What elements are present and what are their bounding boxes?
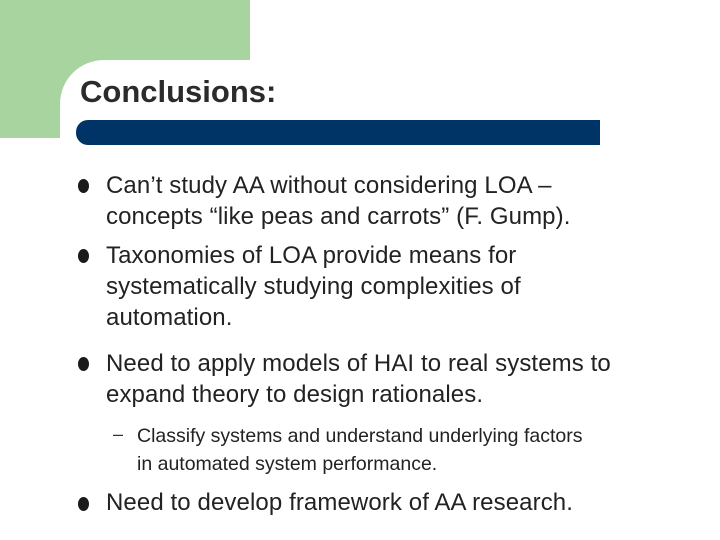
bullet-dot-icon	[78, 179, 89, 193]
bullet-dot-icon	[78, 497, 89, 511]
sub-bullet-item	[137, 422, 707, 478]
bullet-3-line-2: expand theory to design rationales.	[106, 381, 484, 408]
bullet-1-line-1: Can’t study AA without considering LOA –	[106, 172, 552, 199]
bullet-1-line-2: concepts “like peas and carrots” (F. Gump).	[106, 203, 571, 230]
sub-bullet-line-1: Classify systems and understand underlying factors	[137, 425, 583, 447]
bullet-item-4	[106, 487, 706, 518]
bullet-3-line-1: Need to apply models of HAI to real systems to	[106, 350, 611, 377]
slide-title: Conclusions:	[80, 74, 277, 109]
bullet-2-line-3: automation.	[106, 304, 233, 331]
bullet-item-3	[106, 348, 706, 410]
bullet-dot-icon	[78, 249, 89, 263]
bullet-dot-icon	[78, 357, 89, 371]
bullet-4-line-1: Need to develop framework of AA research.	[106, 489, 574, 516]
bullet-2-line-1: Taxonomies of LOA provide means for	[106, 242, 517, 269]
bullet-item-2	[106, 240, 706, 333]
sub-bullet-dash: –	[113, 424, 124, 444]
sub-bullet-line-2: in automated system performance.	[137, 453, 438, 475]
bullet-item-1	[106, 170, 706, 232]
bullet-2-line-2: systematically studying complexities of	[106, 273, 521, 300]
